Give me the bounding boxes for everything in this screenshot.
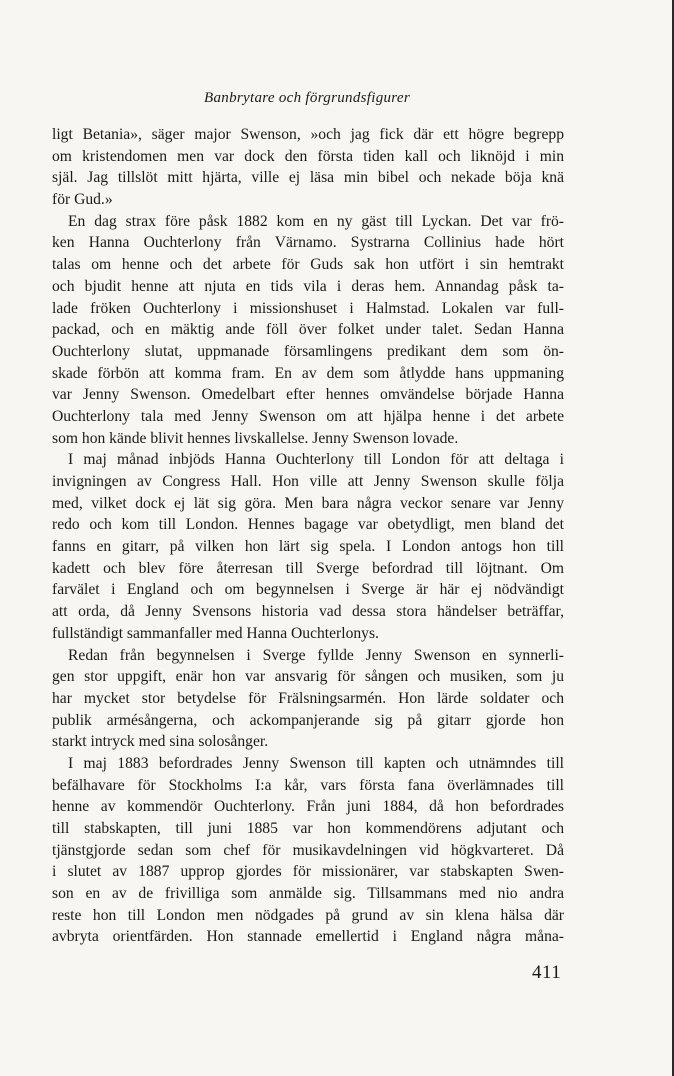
running-header: Banbrytare och förgrundsfigurer [204, 90, 410, 106]
text-line: Ouchterlony slutat, uppmanade församlingens predikant dem som ön- [52, 342, 564, 360]
text-line: gen stor uppgift, enär hon var ansvarig för sången och musiken, som ju [52, 668, 564, 686]
text-line: har mycket stor betydelse för Frälsningsarmén. Hon lärde soldater och [52, 689, 564, 707]
text-line: farvälet i England och om begynnelsen i Sverge är här ej nödvändigt [52, 581, 564, 599]
text-line: ken Hanna Ouchterlony från Värnamo. Systrarna Collinius hade hört [52, 234, 564, 252]
text-line: invigningen av Congress Hall. Hon ville att Jenny Swenson skulle följa [52, 473, 564, 490]
text-line: Ouchterlony tala med Jenny Swenson om att hjälpa henne i det arbete [52, 407, 564, 425]
text-line: En dag strax före påsk 1882 kom en ny gäst till Lyckan. Det var frö- [68, 212, 564, 230]
body-text [52, 124, 564, 948]
text-line: talas om henne och det arbete för Guds sak hon utfört i sin hemtrakt [52, 256, 564, 274]
text-line: i slutet av 1887 upprop gjordes för missionärer, var stabskapten Swen- [52, 863, 564, 881]
text-line: fanns en gitarr, på vilken hon lärt sig spela. I London antogs hon till [52, 538, 564, 556]
text-line: skade förbön att komma fram. En av dem som åtlydde hans uppmaning [52, 364, 564, 382]
text-line: till stabskapten, till juni 1885 var hon kommendörens adjutant och [52, 820, 564, 837]
text-line: för Gud.» [52, 191, 113, 209]
text-line: själ. Jag tillslöt mitt hjärta, ville ej läsa min bibel och nekade böja knä [52, 169, 564, 187]
page-number: 411 [532, 962, 562, 983]
text-line: Redan från begynnelsen i Sverge fyllde Jenny Swenson en synnerli- [68, 646, 564, 664]
text-line: I maj månad inbjöds Hanna Ouchterlony till London för att deltaga i [68, 451, 564, 469]
text-line: befälhavare för Stockholms I:a kår, vars första fana överlämnades till [52, 776, 564, 794]
text-line: packad, och en mäktig ande föll över folket under talet. Sedan Hanna [52, 321, 564, 339]
text-line: avbryta orientfärden. Hon stannade emellertid i England några måna- [52, 928, 564, 946]
text-line: om kristendomen men var dock den första tiden kall och liknöjd i min [52, 147, 564, 165]
text-line: var Jenny Swenson. Omedelbart efter hennes omvändelse började Hanna [52, 386, 564, 404]
text-line: son en av de frivilliga som anmälde sig. Tillsammans med nio andra [52, 885, 564, 903]
text-line: redo och kom till London. Hennes bagage var obetydligt, men bland det [52, 516, 564, 534]
text-line: reste hon till London men nödgades på grund av sin klena hälsa där [52, 906, 564, 924]
text-line: som hon kände blivit hennes livskallelse. Jenny Swenson lovade. [52, 429, 459, 447]
text-line: fullständigt sammanfaller med Hanna Ouchterlonys. [52, 624, 379, 642]
text-line: ligt Betania», säger major Swenson, »och jag fick där ett högre begrepp [52, 126, 564, 143]
text-line: tjänstgjorde sedan som chef för musikavdelningen vid högkvarteret. Då [52, 841, 564, 859]
text-line: starkt intryck med sina solosånger. [52, 733, 269, 751]
text-line: och bjudit henne att njuta en tids vila i deras hem. Annandag påsk ta- [52, 277, 564, 295]
text-line: kadett och blev före återresan till Sverge befordrad till löjtnant. Om [52, 559, 564, 577]
text-line: I maj 1883 befordrades Jenny Swenson till kapten och utnämndes till [68, 754, 564, 772]
text-line: med, vilket dock ej lät sig göra. Men bara några veckor senare var Jenny [52, 494, 564, 512]
text-line: att orda, då Jenny Svensons historia vad dessa stora händelser beträffar, [52, 603, 564, 621]
text-line: publik armésångerna, och ackompanjerande sig på gitarr gjorde hon [52, 711, 564, 729]
text-line: lade fröken Ouchterlony i missionshuset i Halmstad. Lokalen var full- [52, 299, 564, 317]
text-line: henne av kommendör Ouchterlony. Från juni 1884, då hon befordrades [52, 798, 564, 816]
